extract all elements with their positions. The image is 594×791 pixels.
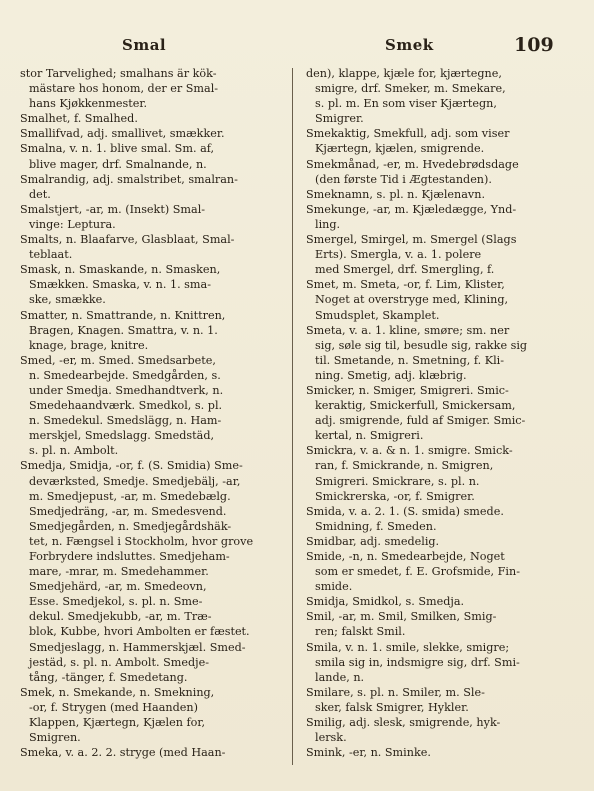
entry-line: Smet, m. Smeta, -or, f. Lim, Klister, <box>306 278 505 292</box>
dictionary-entry <box>306 66 572 126</box>
dictionary-entry <box>306 745 572 760</box>
entry-line: Smekmånad, -er, m. Hvedebrødsdage <box>306 157 519 171</box>
dictionary-entry <box>20 353 280 459</box>
entry-line: tång, -tänger, f. Smedetang. <box>29 670 188 684</box>
entry-line: Smigreri. Smickrare, s. pl. n. <box>315 474 480 488</box>
entry-line: som er smedet, f. E. Grofsmide, Fin- <box>315 565 520 579</box>
entry-line: jestäd, s. pl. n. Ambolt. Smedje- <box>29 655 209 669</box>
entry-line: -or, f. Strygen (med Haanden) <box>29 700 198 714</box>
entry-line: Smickra, v. a. & n. 1. smigre. Smick- <box>306 444 513 458</box>
entry-line: dekul. Smedjekubb, -ar, m. Træ- <box>29 610 212 624</box>
entry-line: Smalstjert, -ar, m. (Insekt) Smal- <box>20 202 206 216</box>
entry-line: Smudsplet, Skamplet. <box>315 308 440 322</box>
column-divider <box>292 68 293 765</box>
entry-line: Bragen, Knagen. Smattra, v. n. 1. <box>29 323 218 337</box>
dictionary-entry <box>20 308 280 353</box>
dictionary-entry <box>306 594 572 609</box>
entry-line: blok, Kubbe, hvori Ambolten er fæstet. <box>29 625 250 639</box>
entry-line: ling. <box>315 217 341 231</box>
entry-line: Smila, v. n. 1. smile, slekke, smigre; <box>306 640 510 654</box>
dictionary-entry <box>306 126 572 156</box>
entry-line: Smekaktig, Smekfull, adj. som viser <box>306 127 510 141</box>
running-head-right: Smek <box>385 36 434 54</box>
entry-line: tet, n. Fængsel i Stockholm, hvor grove <box>29 534 254 548</box>
entry-line: Smickrerska, -or, f. Smigrer. <box>315 489 475 503</box>
entry-line: stor Tarvelighed; smalhans är kök- <box>20 67 217 80</box>
dictionary-entry <box>20 745 280 760</box>
entry-line: Smalna, v. n. 1. blive smal. Sm. af, <box>20 142 215 156</box>
dictionary-entry <box>20 172 280 202</box>
entry-line: Smekunge, -ar, m. Kjæledægge, Ynd- <box>306 202 517 216</box>
entry-line: Smalhet, f. Smalhed. <box>20 112 138 126</box>
dictionary-entry <box>306 187 572 202</box>
entry-line: Smeka, v. a. 2. 2. stryge (med Haan- <box>20 746 226 760</box>
entry-line: s. pl. n. Ambolt. <box>29 444 119 458</box>
page-header <box>0 34 594 60</box>
dictionary-entry <box>306 202 572 232</box>
dictionary-entry <box>306 277 572 322</box>
entry-line: Smide, -n, n. Smedearbejde, Noget <box>306 550 505 563</box>
entry-line: Smidbar, adj. smedelig. <box>306 534 440 548</box>
entry-line: Smedjegården, n. Smedjegårdshäk- <box>29 519 232 533</box>
entry-line: kertal, n. Smigreri. <box>315 429 424 443</box>
entry-line: smigre, drf. Smeker, m. Smekare, <box>315 82 506 96</box>
entry-line: under Smedja. Smedhandtverk, n. <box>29 383 224 397</box>
dictionary-entry <box>306 443 572 503</box>
dictionary-entry <box>306 685 572 715</box>
entry-line: Smidja, Smidkol, s. Smedja. <box>306 595 465 609</box>
entry-line: Smallifvad, adj. smallivet, smækker. <box>20 127 225 141</box>
dictionary-entry <box>20 685 280 745</box>
entry-line: Smed, -er, m. Smed. Smedsarbete, <box>20 353 216 367</box>
dictionary-entry <box>306 383 572 443</box>
entry-line: Smedjedräng, -ar, m. Smedesvend. <box>29 504 227 518</box>
entry-line: Smedjehärd, -ar, m. Smedeovn, <box>29 580 207 594</box>
entry-line: s. pl. m. En som viser Kjærtegn, <box>315 97 497 111</box>
entry-line: mare, -mrar, m. Smedehammer. <box>29 565 209 579</box>
entry-line: lande, n. <box>315 670 365 684</box>
dictionary-entry <box>306 534 572 549</box>
entry-line: Smalrandig, adj. smalstribet, smalran- <box>20 172 238 186</box>
entry-line: blive mager, drf. Smalnande, n. <box>29 157 207 171</box>
entry-line: Forbrydere indsluttes. Smedjeham- <box>29 550 230 563</box>
entry-line: den), klappe, kjæle for, kjærtegne, <box>306 67 502 80</box>
dictionary-entry <box>306 232 572 277</box>
entry-line: Smink, -er, n. Sminke. <box>306 746 431 760</box>
entry-line: sig, søle sig til, besudle sig, rakke sig <box>315 338 528 352</box>
dictionary-entry <box>20 202 280 232</box>
entry-line: m. Smedjepust, -ar, m. Smedebælg. <box>29 489 231 503</box>
dictionary-entry <box>306 323 572 383</box>
entry-line: n. Smedearbejde. Smedgården, s. <box>29 368 221 382</box>
page-number: 109 <box>514 34 554 56</box>
entry-line: Kjærtegn, kjælen, smigrende. <box>315 142 485 156</box>
running-head-left: Smal <box>122 36 167 54</box>
dictionary-entry <box>20 66 280 111</box>
entry-line: Smalts, n. Blaafarve, Glasblaat, Smal- <box>20 233 235 247</box>
entry-line: det. <box>29 187 51 201</box>
dictionary-entry <box>20 111 280 126</box>
entry-line: lersk. <box>315 731 347 745</box>
right-column <box>306 66 572 760</box>
entry-line: Erts). Smergla, v. a. 1. polere <box>315 248 482 262</box>
entry-line: Smil, -ar, m. Smil, Smilken, Smig- <box>306 610 497 624</box>
entry-line: keraktig, Smickerfull, Smickersam, <box>315 399 516 413</box>
entry-line: knage, brage, knitre. <box>29 338 149 352</box>
dictionary-entry <box>306 157 572 187</box>
entry-line: Smatter, n. Smattrande, n. Knittren, <box>20 308 226 322</box>
entry-line: smide. <box>315 580 353 594</box>
entry-line: Esse. Smedjekol, s. pl. n. Sme- <box>29 595 203 609</box>
entry-line: vinge: Leptura. <box>29 217 116 231</box>
entry-line: Smækken. Smaska, v. n. 1. sma- <box>29 278 211 292</box>
entry-line: hans Kjøkkenmester. <box>29 97 148 111</box>
entry-line: Smedehaandværk. Smedkol, s. pl. <box>29 399 223 413</box>
entry-line: Smergel, Smirgel, m. Smergel (Slags <box>306 233 517 247</box>
entry-line: med Smergel, drf. Smergling, f. <box>315 263 495 277</box>
entry-line: merskjel, Smedslagg. Smedstäd, <box>29 429 215 443</box>
entry-line: ske, smække. <box>29 293 106 307</box>
entry-line: Smigrer. <box>315 112 364 126</box>
entry-line: ren; falskt Smil. <box>315 625 406 639</box>
left-column <box>20 66 280 760</box>
entry-line: Noget at overstryge med, Klining, <box>315 293 509 307</box>
entry-line: ning. Smetig, adj. klæbrig. <box>315 368 467 382</box>
dictionary-entry <box>20 126 280 141</box>
entry-line: deværksted, Smedje. Smedjebälj, -ar, <box>29 474 241 488</box>
entry-line: smila sig in, indsmigre sig, drf. Smi- <box>315 655 520 669</box>
entry-line: Smilig, adj. slesk, smigrende, hyk- <box>306 716 501 730</box>
dictionary-entry <box>20 232 280 262</box>
entry-line: til. Smetande, n. Smetning, f. Kli- <box>315 353 505 367</box>
entry-line: mästare hos honom, der er Smal- <box>29 82 219 96</box>
entry-line: sker, falsk Smigrer, Hykler. <box>315 700 469 714</box>
dictionary-entry <box>306 640 572 685</box>
dictionary-entry <box>20 262 280 307</box>
entry-line: Smida, v. a. 2. 1. (S. smida) smede. <box>306 504 504 518</box>
entry-line: Smedja, Smidja, -or, f. (S. Smidia) Sme- <box>20 459 243 473</box>
dictionary-entry <box>306 504 572 534</box>
entry-line: ran, f. Smickrande, n. Smigren, <box>315 459 494 473</box>
entry-line: Smidning, f. Smeden. <box>315 519 437 533</box>
dictionary-entry <box>306 549 572 594</box>
entry-line: Smeta, v. a. 1. kline, smøre; sm. ner <box>306 323 510 337</box>
entry-line: Smek, n. Smekande, n. Smekning, <box>20 685 215 699</box>
dictionary-entry <box>20 141 280 171</box>
entry-line: Smilare, s. pl. n. Smiler, m. Sle- <box>306 685 485 699</box>
entry-line: Smedjeslagg, n. Hammerskjæl. Smed- <box>29 640 246 654</box>
entry-line: n. Smedekul. Smedslägg, n. Ham- <box>29 414 222 428</box>
dictionary-entry <box>306 715 572 745</box>
dictionary-entry <box>20 458 280 684</box>
entry-line: (den første Tid i Ægtestanden). <box>315 172 492 186</box>
entry-line: Smask, n. Smaskande, n. Smasken, <box>20 263 221 277</box>
entry-line: Klappen, Kjærtegn, Kjælen for, <box>29 716 206 730</box>
entry-line: adj. smigrende, fuld af Smiger. Smic- <box>315 414 526 428</box>
entry-line: Smicker, n. Smiger, Smigreri. Smic- <box>306 383 509 397</box>
dictionary-entry <box>306 609 572 639</box>
entry-line: teblaat. <box>29 248 73 262</box>
entry-line: Smigren. <box>29 731 81 745</box>
entry-line: Smeknamn, s. pl. n. Kjælenavn. <box>306 187 485 201</box>
